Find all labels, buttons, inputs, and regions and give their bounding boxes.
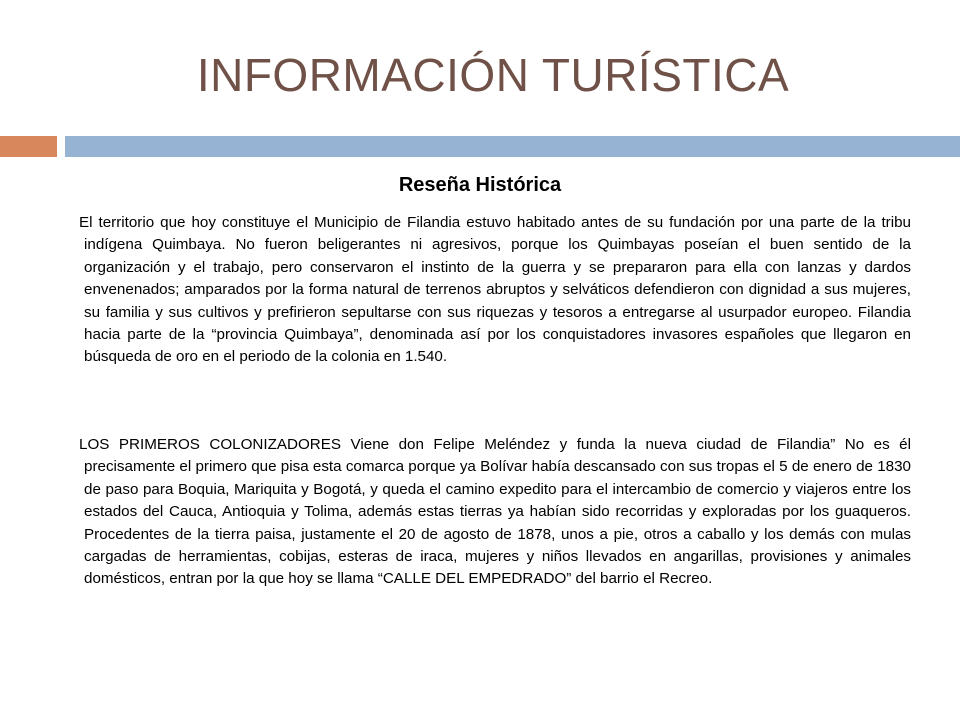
section-heading: Reseña Histórica bbox=[398, 174, 562, 196]
slide-title: INFORMACIÓN TURÍSTICA bbox=[196, 49, 790, 101]
history-paragraph: El territorio que hoy constituye el Municipio de Filandia estuvo habitado antes de su fundación por una parte de la tribu indígena Quimbaya. No fueron beligerantes ni agresivos, porque los Quimbayas poseían el buen sentido de la organización y el trabajo, pero conservaron el instinto de la guerra y se prepararon para ella con lanzas y dardos envenenados; amparados por la forma natural de terrenos abruptos y selváticos defendieron con dignidad a sus mujeres, su familia y sus cultivos y prefirieron sepultarse con sus riquezas y tesoros a entregarse al usurpador europeo. Filandia hacia parte de la “provincia Quimbaya”, denominada así por los conquistadores invasores españoles que llegaron en búsqueda de oro en el periodo de la colonia en 1.540. bbox=[79, 214, 911, 366]
colonizers-paragraph: LOS PRIMEROS COLONIZADORES Viene don Felipe Meléndez y funda la nueva ciudad de Filandia” No es él precisamente el primero que pisa esta comarca porque ya Bolívar había descansado con sus tropas el 5 de enero de 1830 de paso para Boquia, Mariquita y Bogotá, y queda el camino expedito para el intercambio de comercio y viajeros entre los estados del Cauca, Antioquia y Tolima, además estas tierras ya habían sido recorridas y exploradas por los guaqueros. Procedentes de la tierra paisa, justamente el 20 de agosto de 1878, unos a pie, otros a caballo y los demás con mulas cargadas de herramientas, cobijas, esteras de iraca, mujeres y niños llevados en angarillas, provisiones y animales domésticos, entran por la que hoy se llama “CALLE DEL EMPEDRADO” del barrio el Recreo. bbox=[79, 436, 911, 588]
accent-bar-blue bbox=[65, 136, 960, 157]
accent-bar-orange bbox=[0, 136, 57, 157]
